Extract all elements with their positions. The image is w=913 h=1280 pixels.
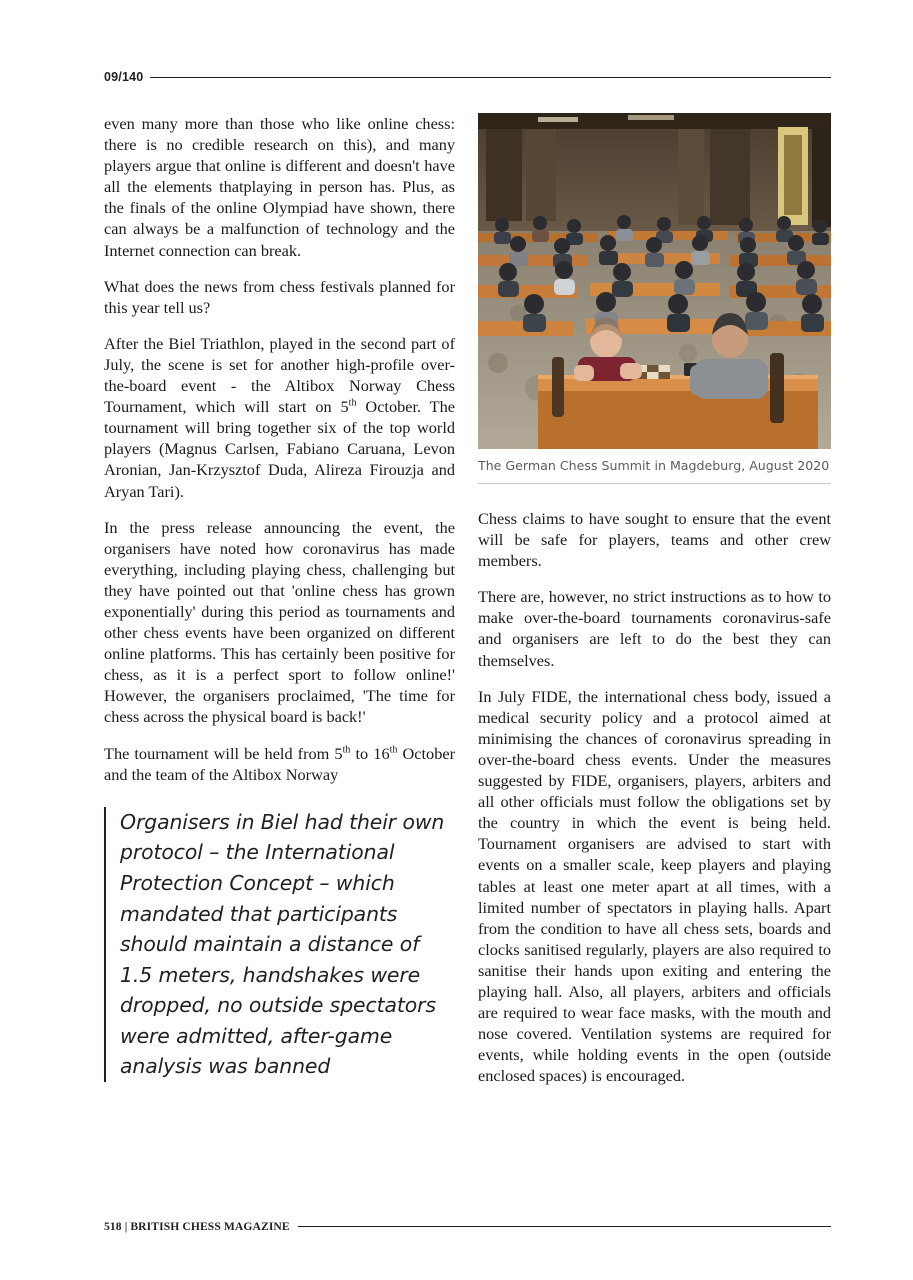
paragraph: There are, however, no strict instructions as to how to make over-the-board tournaments coronavirus-safe and organisers are left to do the best they can themselves.	[478, 587, 831, 670]
paragraph: In the press release announcing the event, the organisers have noted how coronavirus has made everything, including playing chess, challenging but they have pointed out that 'online chess has grown exponentially' during this period as tournaments and other chess events have been organized on different online platforms. This has certainly been positive for chess, as it is a perfect sport to follow online!' However, the organisers proclaimed, 'The time for chess across the physical board is back!'	[104, 517, 455, 727]
header-divider	[150, 77, 831, 78]
paragraph-text-c: October and the team of the Altibox Norway	[104, 743, 455, 784]
page-header	[104, 68, 831, 86]
folio-number: 09/140	[104, 70, 144, 84]
ordinal-superscript: th	[342, 744, 351, 756]
paragraph-text-a: The tournament will be held from 5	[104, 743, 343, 763]
photo-caption: The German Chess Summit in Magdeburg, August 2020	[478, 458, 830, 473]
paragraph-text-b: to 16	[350, 743, 390, 763]
right-column	[478, 508, 831, 1086]
left-column	[104, 113, 455, 1082]
chess-tournament-hall-photo	[478, 113, 831, 449]
page-footer	[104, 1218, 831, 1234]
photo-illustration	[478, 113, 831, 449]
paragraph-text-before: After the Biel Triathlon, played in the second part of July, the scene is set for another high-profile over-the-board event - the Altibox Norway Chess Tournament, which will start on 5	[104, 333, 455, 417]
pull-quote: Organisers in Biel had their own protocol – the International Protection Concept – which mandated that participants should maintain a distance of 1.5 meters, handshakes were dropped, no outside spectators were admitted, after-game analysis was banned	[104, 807, 455, 1082]
paragraph-text-after: October. The tournament will bring together six of the top world players (Magnus Carlsen, Fabiano Caruana, Levon Aronian, Jan-Krzysztof Duda, Alireza Firouzja and Aryan Tari).	[104, 397, 455, 501]
paragraph: In July FIDE, the international chess body, issued a medical security policy and a protocol aimed at minimising the chances of coronavirus spreading in over-the-board chess events. Under the measures suggested by FIDE, organisers, players, arbiters and all other officials must follow the obligations set by the country in which the event is being held. Tournament organisers are advised to start with events on a smaller scale, keep players and playing tables at least one meter apart at all times, with a limited number of spectators in playing halls. Apart from the condition to have all chess sets, boards and clocks sanitised regularly, players are also required to sanitise their hands upon exiting and entering the playing hall. Also, all players, arbiters and officials are required to wear face masks, with the mouth and nose covered. Ventilation systems are required for events, while holding events in the open (outside enclosed spaces) is encouraged.	[478, 686, 831, 1086]
footer-publication-name: 518 | BRITISH CHESS MAGAZINE	[104, 1219, 290, 1233]
paragraph: even many more than those who like online chess: there is no credible research on this), and many players argue that online is different and doesn't have all the elements thatplaying in person has. Plus, as the finals of the online Olympiad have shown, there can always be a malfunction of technology and the Internet connection can break.	[104, 114, 455, 260]
paragraph-with-superscript	[104, 743, 455, 785]
paragraph: Chess claims to have sought to ensure that the event will be safe for players, teams and other crew members.	[478, 509, 831, 571]
ordinal-superscript: th	[348, 397, 357, 409]
photo-block	[478, 113, 831, 484]
ordinal-superscript: th	[389, 744, 398, 756]
paragraph: What does the news from chess festivals planned for this year tell us?	[104, 276, 455, 317]
paragraph-with-superscript	[104, 333, 455, 502]
caption-divider	[478, 483, 831, 484]
footer-divider	[298, 1226, 831, 1227]
